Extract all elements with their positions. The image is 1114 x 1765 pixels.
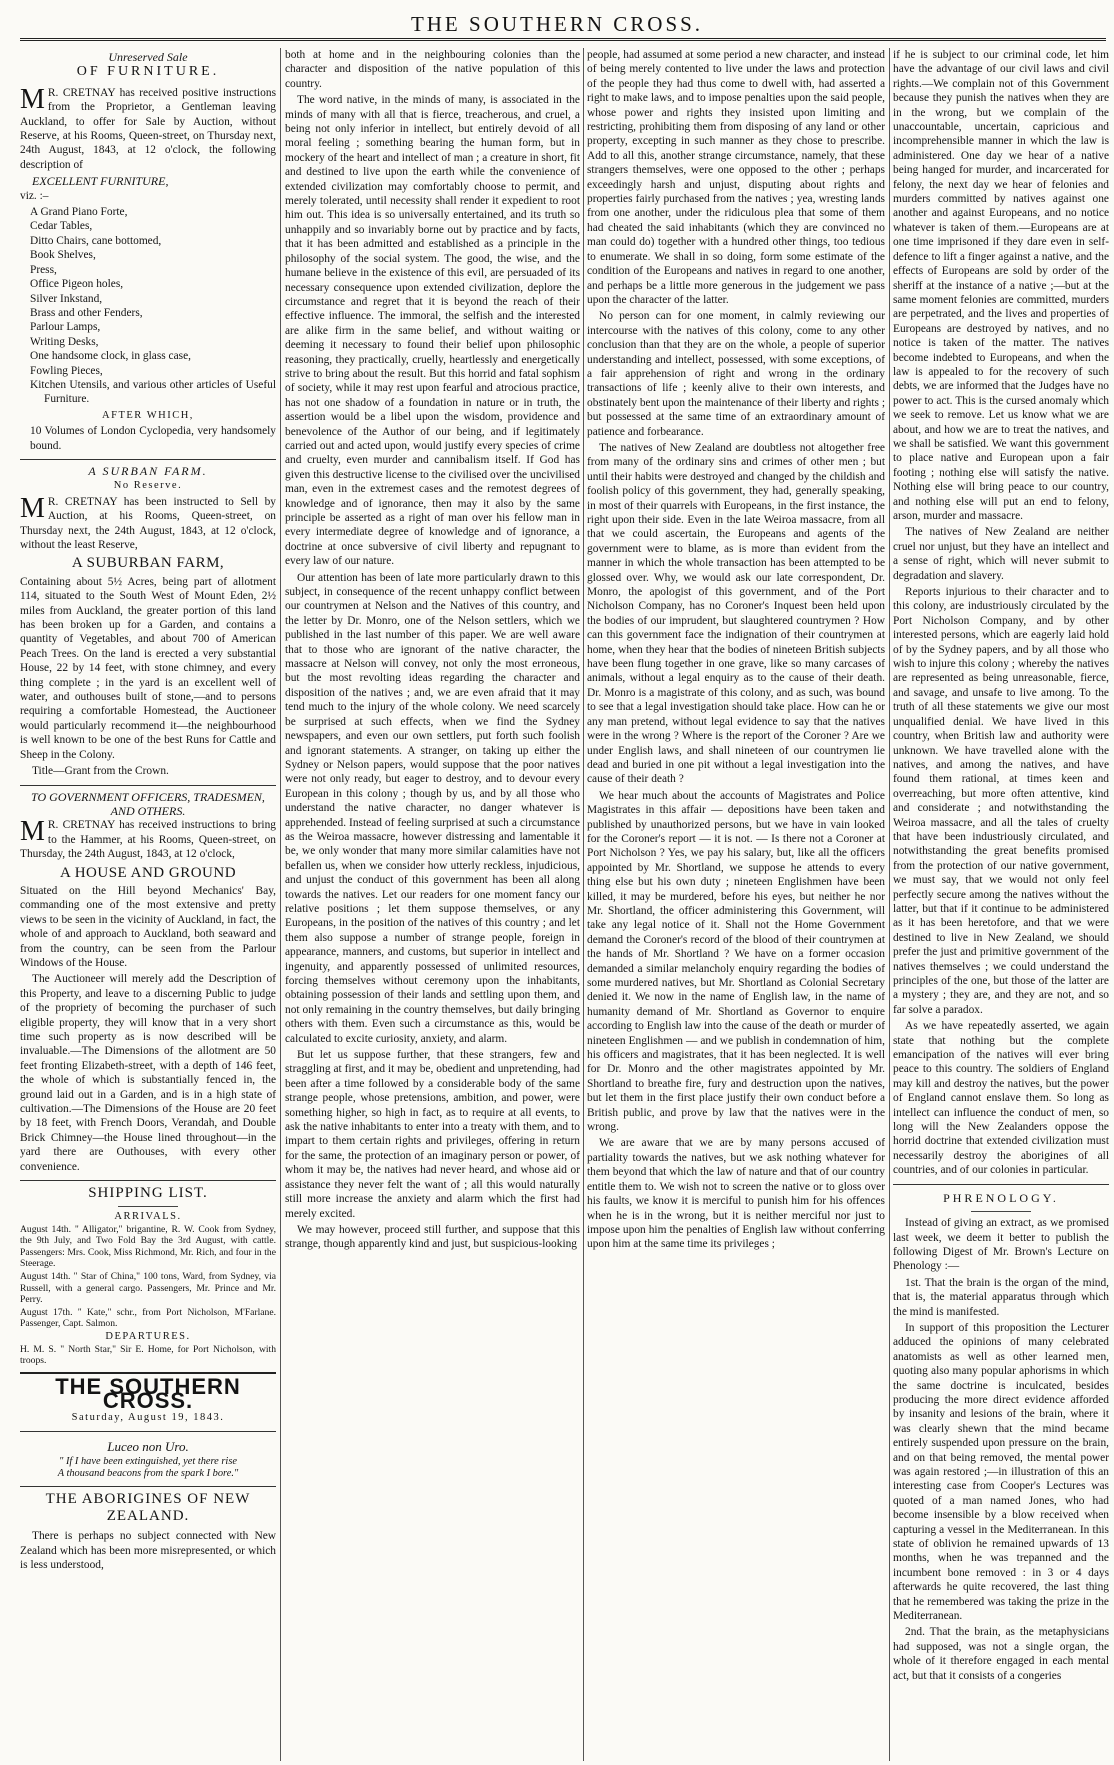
arrivals-label: ARRIVALS.	[114, 1211, 182, 1223]
article-paragraph: Our attention has been of late more particularly drawn to this subject, in consequence of the recent unhappy conflict between our countrymen at Nelson and the Natives of this country, and the letter by Dr. Monro, one of the Nelson settlers, which we published in the last number of this paper. We are well aware that to those who are ignorant of the native character, the massacre at Nelson will convey, not only the most erroneous, but the most revolting ideas regarding the character and disposition of the natives ; and, we are even afraid that it may tend much to the injury of the whole colony. We need scarcely be surprised at such effects, when we find the Sydney newspapers, and even our own settlers, put forth such foolish and ignorant statements. A stranger, on taking up either the Sydney or Nelson papers, would suppose that the poor natives were not only ready, but eager to destroy, and to devour every European in this colony ; though by us, and by all those who understand the native character, no danger whatever is apprehended. Instead of feeling surprised at such a circumstance as the Weiroa massacre, however distressing and lamentable it be, we only wonder that many more similar calamities have not befallen us, when we consider how utterly reckless, injudicious, and unjust the conduct of this government has been all along towards the natives. Let our readers for one moment fancy our relative positions ; let them suppose themselves, or any Europeans, in the position of the natives of this country ; and let them also suppose a number of strange people, foreign in appearance, manners, and customs, but superior in intellect and ingenuity, and apparently possessed of unlimited resources, forcing themselves without ceremony upon the inhabitants, obtaining possession of their lands and settling upon them, and not only remaining in the country themselves, but daily bringing others with them. Even such a circumstance as this, would be calculated to excite curiosity, anxiety, and alarm.	[285, 571, 580, 1045]
masthead-rule	[20, 38, 1106, 41]
column-2	[285, 48, 580, 1761]
column-rule	[583, 48, 584, 1761]
sale3-body2: The Auctioneer will merely add the Description of this Property, and leave to a discerning Public to judge of the propriety of becoming the purchaser of such eligible property, they will know that in a very short time such property as is now described will be invaluable.—The Dimensions of the allotment are 50 feet fronting Elizabeth-street, with a depth of 146 feet, the whole of which is substantially fenced in, the ground laid out in a Garden, and is in a high state of cultivation.—The Dimensions of the House are 20 feet by 18 feet, with French Doors, Verandah, and Double Brick Chimney—the House lined throughout—in the yard there are Outhouses, with every other convenience.	[20, 973, 276, 1173]
sale3-heading: A HOUSE AND GROUND	[59, 864, 237, 881]
departures-label: DEPARTURES.	[105, 1331, 191, 1342]
sale1-final: 10 Volumes of London Cyclopedia, very handsomely bound.	[30, 425, 276, 452]
sale1-items	[30, 205, 276, 407]
article-paragraph: Reports injurious to their character and to this colony, are industriously circulated by the Port Nicholson Company, and by other interested persons, which are eagerly laid hold of by the Sydney papers, and by all those who wish to injure this colony ; whereby the natives are represented as being unreasonable, fierce, and savage, and unsafe to live among. To the truth of all these statements we give our most unqualified denial. We have lived in this country, when British law and authority were unknown. We have travelled alone with the natives, and among the natives, and have found them rational, at times keen and overreaching, but more often attentive, kind and considerate ; and notwithstanding the Weiroa massacre, and all the tales of cruelty that have been industriously circulated, and notwithstanding the great benefits promised from the protection of our native government, we must say, that we would not only feel perfectly secure among the natives without the latter, but that if it continue to be administered as it has been heretofore, and that we were destined to live in New Zealand, we should prefer the just and primitive government of the natives themselves ; we could understand the principles of the one, but those of the latter are a mystery ; they are, and they are not, and so far solve a paradox.	[893, 586, 1109, 1016]
column-4	[893, 48, 1109, 1761]
article-paragraph: The natives of New Zealand are neither cruel nor unjust, but they have an intellect and a sense of right, which will never submit to degradation and slavery.	[893, 526, 1109, 582]
sale2-title-note: Title—Grant from the Crown.	[32, 765, 169, 778]
list-item: Press,	[30, 263, 57, 276]
column-3	[587, 48, 885, 1761]
paper-date: Saturday, August 19, 1843.	[71, 1411, 225, 1423]
list-item: Office Pigeon holes,	[30, 278, 124, 291]
sale2-body: Containing about 5½ Acres, being part of allotment 114, situated to the South West of Mount Eden, 2½ miles from Auckland, the greater portion of this land has been broken up for a Garden, and contains a quantity of Vegetables, and about 700 of American Peach Trees. On the land is erected a very substantial House, 22 by 14 feet, with stone chimney, and every thing complete ; in the yard is an excellent well of water, and outhouses built of stone,—and to persons requiring a comfortable Homestead, the Auctioneer would particularly recommend it—the neighbourhood is well known to be one of the best Runs for Cattle and Sheep in the Colony.	[20, 575, 276, 761]
article-paragraph: But let us suppose further, that these strangers, few and straggling at first, and it may be, obedient and unpretending, had been after a time followed by a considerable body of the same strange people, whose pretensions, ambition, and power, were something higher, so high in fact, as to require at all events, to ask the native inhabitants to enter into a treaty with them, and to impart to them certain rights and privileges, offering in return for the same, the protection of an imaginary person or power, of whom it may be, the natives had never heard, and whose aid or assistance they never felt the want of ; all this would naturally still more increase the anxiety and alarm which the first had merely excited.	[285, 1049, 580, 1220]
short-rule	[971, 1211, 1031, 1212]
sale2-title: A SURBAN FARM.	[88, 463, 208, 478]
sale1-subtitle: EXCELLENT FURNITURE,	[32, 174, 169, 189]
drop-cap: M	[20, 83, 45, 115]
column-1	[20, 48, 276, 1761]
arrival-item: August 14th. " Star of China," 100 tons, Ward, from Sydney, via Russell, with a general cargo. Passengers, Mr. Prince and Mr. Perry.	[20, 1271, 276, 1306]
arrival-item: August 17th. " Kate," schr., from Port Nicholson, M'Farlane. Passenger, Capt. Salmon.	[20, 1306, 276, 1330]
sale1-intro	[20, 83, 276, 172]
section-divider	[893, 1184, 1109, 1185]
sale1-viz: viz. :–	[20, 189, 49, 202]
article-paragraph: if he is subject to our criminal code, let him have the advantage of our civil laws and civil rights.—We complain not of this Government because they punish the natives when they are in the wrong, but we complain of the unaccountable, uncertain, capricious and incomprehensible manner in which the law is administered. One day we hear of a native being hanged for murder, and incarcerated for felony, the next day we hear of felonies and murders committed by natives against one another and against Europeans, and no notice whatever is taken of them.—Europeans are at one time imprisoned if they dare even in self-defence to lift a finger against a native, and the effects of Europeans are sold by order of the sheriff at the instance of a native ;—but at the same moment felonies are committed, murders are perpetrated, and the lives and properties of Europeans are destroyed by natives, and no notice is taken of the matter. The natives become indebted to Europeans, and when the law is appealed to for the recovery of such debts, we are informed that the Judges have no power to act. This is the cursed anomaly which we seek to remove. Let us know what we are about, and how we are to treat the natives, and we shall be satisfied. We want this government to place native and European upon a fair footing ; nothing else will satisfy the native. Nothing else will bring peace to our country, and nothing else will put an end to felony, arson, murder and massacre.	[893, 49, 1109, 522]
sale1-after: AFTER WHICH,	[102, 409, 194, 421]
section-divider	[20, 459, 276, 460]
article-paragraph: The word native, in the minds of many, is associated in the minds of many with all that is fierce, treacherous, and cruel, a being not only inferior in intellect, but entirely devoid of all moral feeling ; something bearing the human form, but in mockery of the heart and intellect of man ; a creature in short, fit and destined to live upon the earth while the convenience of extended civilization may comfortably choose to permit, and merely tolerated, until necessity shall render it expedient to root him out. This idea is so universally entertained, and its truth so unhappily and so invariably borne out by practice and by facts, that it has been admitted and established as a principle in the philosophy of the social system. The good, the wise, and the humane believe in the existence of this evil, are persuaded of its necessary consequence upon extended civilization, deplore the circumstance and regret that it is beyond the reach of their effective influence. The immoral, the selfish and the interested are alike firm in the same belief, and without waiting or deeming it necessary to found their belief upon philosophic reasoning, they practically, cruelly, heartlessly and energetically strive to bring about the result. But this horrid and fatal sophism of society, while it may rest upon fearful and atrocious practice, has not one shadow of a foundation in nature or in truth, the assertion would be a libel upon the wisdom, providence and benevolence of the Author of our being, and if legitimately carried out and acted upon, would justify every species of crime and cruelty, even murder and cannibalism itself. If God has given this destructive license to the civilised over the uncivilised man, even in the extremest cases and the remotest degrees of knowledge and of ignorance, then may it also by the same principle be asserted as a right of man over his fellow man in every intermediate degree of knowledge and of ignorance, a doctrine at once subversive of civil liberty and repugnant to every law of our nature.	[285, 94, 580, 568]
sale2-reserve: No Reserve.	[113, 480, 183, 492]
section-divider	[20, 1180, 276, 1181]
masthead	[0, 0, 1114, 42]
list-item: Ditto Chairs, cane bottomed,	[30, 234, 162, 247]
sale1-title: OF FURNITURE.	[76, 64, 220, 80]
list-item: Book Shelves,	[30, 249, 96, 262]
column-rule	[889, 48, 890, 1761]
article-title: THE ABORIGINES OF NEW ZEALAND.	[45, 1491, 251, 1525]
section-divider	[20, 785, 276, 786]
sale1-label: Unreserved Sale	[108, 50, 188, 64]
list-item: Parlour Lamps,	[30, 321, 101, 334]
motto: Luceo non Uro.	[107, 1439, 189, 1454]
article-paragraph: We may however, proceed still further, and suppose that this strange, though apparently kind and just, but suspicious-looking	[285, 1223, 580, 1251]
section-divider	[20, 1486, 276, 1487]
sale2-heading: A SUBURBAN FARM,	[71, 555, 225, 572]
article-paragraph: We are aware that we are by many persons accused of partiality towards the natives, but we ask nothing whatever for them beyond that which the law of nature and that of our country entitle them to. We wish not to screen the native or to gloss over his faults, we know it is merciful to punish him for his offences when he is in the wrong, but it is neither merciful nor just to impose upon him the penalties of English law without conferring upon him at the same time its privileges ;	[587, 1137, 885, 1251]
motto-quote-line: A thousand beacons from the spark I bore."	[57, 1468, 239, 1480]
phrenology-title: PHRENOLOGY.	[943, 1190, 1059, 1205]
article-paragraph: No person can for one moment, in calmly reviewing our intercourse with the natives of this colony, come to any other conclusion than that they are on the whole, a people of superior understanding and intellect, possessed, with some exceptions, of a fair apprehension of right and wrong in the ordinary transactions of life ; keenly alive to their own interests, and obstinately bent upon the maintenance of their liberty and rights ; but possessed at the same time of an extraordinary amount of patience and forbearance.	[587, 310, 885, 438]
sale2-intro	[20, 492, 276, 553]
article-paragraph: both at home and in the neighbouring colonies than the character and disposition of the native population of this country.	[285, 49, 580, 90]
sale1-text: R. CRETNAY has received positive instructions from the Proprietor, a Gentleman leaving Auckland, to offer for Sale by Auction, without Reserve, at his Rooms, Queen-street, on Thursday next, 24th August, 1843, at 12 o'clock, the following description of	[20, 86, 276, 171]
sale2-text: R. CRETNAY has been instructed to Sell by Auction, at his Rooms, Queen-street, on Thursday next, the 24th August, 1843, at 12 o'clock, without the least Reserve,	[20, 495, 276, 551]
short-rule	[118, 1206, 178, 1207]
article-paragraph: 2nd. That the brain, as the metaphysicians had supposed, was not a single organ, the whole of it therefore engaged in each mental act, but that it consists of a congeries	[893, 1626, 1109, 1682]
list-item: Silver Inkstand,	[30, 292, 103, 305]
list-item: Fowling Pieces,	[30, 364, 103, 377]
section-divider	[20, 1431, 276, 1432]
list-item: Cedar Tables,	[30, 220, 93, 233]
article-paragraph: We hear much about the accounts of Magistrates and Police Magistrates in this affair — depositions have been taken and published by unauthorized persons, but we have in vain looked for the Coroner's report — it is not. — Is there not a Coroner at Port Nicholson ? Yes, we pay his salary, but, like all the officers appointed by Mr. Shortland, we suppose he attends to every thing else but his own duty ; nineteen Englishmen have been killed, it may be murdered, before his eyes, but neither he nor Mr. Shortland, the officer administering this Government, will take any legal notice of it. Shall not the Home Government demand the Coroner's record of the blood of their countrymen at the hands of Mr. Shortland ? We have on a former occasion demanded a similar melancholy enquiry regarding the bodies of some murdered natives, but Mr. Shortland as Colonial Secretary denied it. We now in the name of English law, in the name of humanity demand of Mr. Shortland as Governor to enquire according to English law into the cause of the death or murder of nineteen Englishmen — and we publish in condemnation of him, his officers and magistrates, that it has been neglected. It is well for Dr. Monro and the other magistrates appointed by Mr. Shortland to breathe fire, fury and destruction upon the natives, but let them in the first place justify their own conduct before a British public, and prove by law that the natives were in the wrong.	[587, 789, 885, 1134]
sale3-text: R. CRETNAY has received instructions to bring to the Hammer, at his Rooms, Queen-street, on Thursday, the 24th August, 1843, at 12 o'clock,	[20, 819, 276, 861]
motto-quote-line: " If I have been extinguished, yet there rise	[59, 1456, 237, 1468]
article-paragraph: In support of this proposition the Lecturer adduced the opinions of many celebrated anatomists as well as other learned men, quoting also many popular aphorisms in which the same doctrine is inculcated, besides producing the more direct evidence afforded by insanity and lesions of the brain, where it was clearly shewn that the mind became entirely suspended upon pressure on the brain, and on that being removed, the mental power was again restored ;—in illustration of this an interesting case from Cooper's Lectures was quoted of a man named Jones, who had become insensible by a blow received when capturing a vessel in the Mediterranean. In this state of oblivion he remained upwards of 13 months, when he was trepanned and the incumbent bone removed : in 3 or 4 days afterwards he quite recovered, the last thing that he remembered was taking the prize in the Mediterranean.	[893, 1321, 1109, 1623]
sale3-title: TO GOVERNMENT OFFICERS, TRADESMEN, AND OTHERS.	[31, 789, 265, 818]
article-paragraph: 1st. That the brain is the organ of the mind, that is, the material apparatus through which the mind is manifested.	[893, 1276, 1109, 1318]
masthead-title: THE SOUTHERN CROSS.	[410, 12, 704, 36]
sale3-body1: Situated on the Hill beyond Mechanics' Bay, commanding one of the most extensive and pretty views to be seen in the vicinity of Auckland, in fact, the whole of and approach to Auckland, both seaward and from the country, can be seen from the Parlour Windows of the House.	[20, 884, 276, 969]
paper-title: THE SOUTHERN CROSS.	[55, 1373, 241, 1414]
column-rule	[280, 48, 281, 1761]
drop-cap: M	[20, 816, 45, 848]
arrival-item: August 14th. " Alligator," brigantine, R. W. Cook from Sydney, the 9th July, and Two Fold Bay the 3rd August, with cattle. Passengers: Mrs. Cook, Miss Richmond, Mr. Rich, and four in the Steerage.	[20, 1223, 276, 1270]
departure-item: H. M. S. " North Star," Sir E. Home, for Port Nicholson, with troops.	[20, 1343, 276, 1367]
list-item: Writing Desks,	[30, 335, 99, 348]
list-item: Brass and other Fenders,	[30, 306, 143, 319]
article-paragraph: Instead of giving an extract, as we promised last week, we deem it better to publish the following Digest of Mr. Brown's Lecture on Phenology :—	[893, 1217, 1109, 1273]
shipping-title: SHIPPING LIST.	[88, 1185, 208, 1202]
sale3-intro	[20, 818, 276, 861]
article-paragraph: people, had assumed at some period a new character, and instead of being merely contented to live under the laws and protection of the people they had thus come to dwell with, had asserted a right to make laws, and to impose penalties upon the said people, whose power and rights they insisted upon limiting and restricting, prohibiting them from disposing of any land or other property, excepting in such manner as they chose to prescribe. Add to all this, another strange circumstance, namely, that these strangers themselves, were one opposed to the other ; perhaps exceedingly harsh and unjust, disputing about rights and properties fairly purchased from the natives ; yea, wresting lands from one another, under the ridiculous plea that some of them had cheated the said inhabitants (which they are convinced no man could do) together with a hundred other things, too tedious to enumerate. We shall in so doing, form some estimate of the condition of the Europeans and natives in regard to one another, and perhaps be a little more generous in the judgement we pass upon the character of the latter.	[587, 49, 885, 306]
list-item: Kitchen Utensils, and various other articles of Useful Furniture.	[30, 378, 276, 406]
list-item: One handsome clock, in glass case,	[30, 350, 192, 363]
drop-cap: M	[20, 492, 45, 524]
article-paragraph: The natives of New Zealand are doubtless not altogether free from many of the ordinary sins and crimes of other men ; but until their habits were destroyed and changed by the childish and foolish policy of this government, they had, generally speaking, in most of their quarrels with Europeans, in the first instance, the right upon their side. Even in the late Weiroa massacre, from all that we could ascertain, the Europeans and agents of the government were to blame, as is more than evident from the manner in which the whole transaction has been attempted to be glossed over. Why, we would ask our late correspondent, Dr. Monro, the apologist of this government, and of the Port Nicholson Company, has no Coroner's Inquest been held upon the bodies of our imprudent, but slaughtered countrymen ? How can this government face the indignation of their countrymen at home, when they hear that the bodies of nineteen British subjects have been flung together in one grave, like so many carcases of animals, without a legal enquiry as to the cause of their death. Dr. Monro is a magistrate of this colony, and as such, was bound to see that a legal investigation should take place. How can he or any man pretend, without legal evidence to say that the natives were in the wrong ? Where is the report of the Coroner ? Are we under English laws, and shall nineteen of our countrymen lie dead and buried in one pit without a legal investigation into the cause of their death ?	[587, 441, 885, 786]
list-item: A Grand Piano Forte,	[30, 206, 128, 219]
article-start: There is perhaps no subject connected with New Zealand which has been more misrepresented, or which is less understood,	[20, 1530, 276, 1572]
shipping-list	[20, 1211, 276, 1367]
article-paragraph: As we have repeatedly asserted, we again state that nothing but the complete emancipation of the natives will ever bring peace to this country. The soldiers of England may kill and destroy the natives, but the power of England cannot enslave them. So long as intellect can influence the conduct of men, so long will the New Zealanders oppose the horrid doctrine that extended civilization must necessarily destroy the aborigines of all countries, and of our colonies in particular.	[893, 1020, 1109, 1177]
